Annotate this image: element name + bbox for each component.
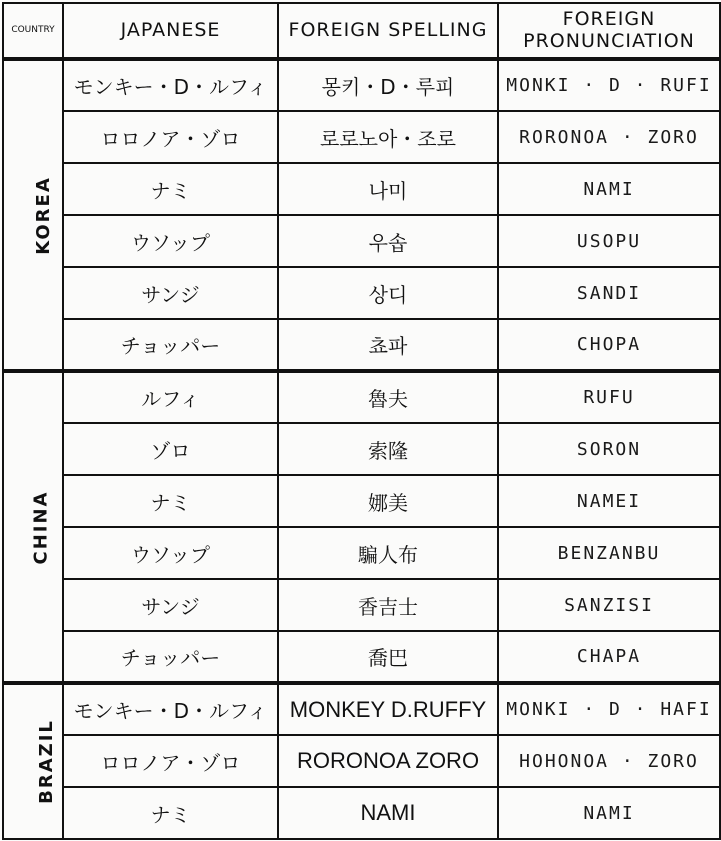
foreign-pronunciation-cell: RUFU [498,371,720,423]
table-row [3,371,720,423]
country-cell [3,683,63,839]
foreign-spelling-cell: NAMI [278,787,498,839]
country-label: CHINA [30,490,52,564]
table-body [3,59,720,839]
foreign-spelling-cell: 喬巴 [278,631,498,683]
table-row [3,423,720,475]
foreign-spelling-cell: 상디 [278,267,498,319]
table-row [3,527,720,579]
table-row [3,787,720,839]
foreign-pronunciation-cell: SANDI [498,267,720,319]
table-row [3,631,720,683]
foreign-pronunciation-cell: SORON [498,423,720,475]
japanese-cell: チョッパー [63,319,278,371]
table-row [3,319,720,371]
table-row [3,59,720,111]
foreign-pronunciation-cell: BENZANBU [498,527,720,579]
foreign-pronunciation-cell: NAMI [498,163,720,215]
foreign-pronunciation-cell: CHAPA [498,631,720,683]
japanese-cell: サンジ [63,579,278,631]
foreign-pronunciation-cell: RORONOA · ZORO [498,111,720,163]
country-cell [3,371,63,683]
header-country: COUNTRY [3,3,63,59]
header-foreign-pronunciation-line2: PRONUNCIATION [523,29,695,52]
country-label: KOREA [32,175,54,255]
table-row [3,475,720,527]
header-row [3,3,720,59]
japanese-cell: ナミ [63,475,278,527]
foreign-spelling-cell: 쵸파 [278,319,498,371]
japanese-cell: ナミ [63,787,278,839]
japanese-cell: ナミ [63,163,278,215]
foreign-spelling-cell: RORONOA ZORO [278,735,498,787]
foreign-pronunciation-cell: NAMI [498,787,720,839]
header-japanese: JAPANESE [63,3,278,59]
table-row [3,111,720,163]
japanese-cell: モンキー・D・ルフィ [63,683,278,735]
header-foreign-pronunciation [498,3,720,59]
foreign-spelling-cell: MONKEY D.RUFFY [278,683,498,735]
japanese-cell: モンキー・D・ルフィ [63,59,278,111]
japanese-cell: ゾロ [63,423,278,475]
foreign-spelling-cell: 魯夫 [278,371,498,423]
japanese-cell: ロロノア・ゾロ [63,735,278,787]
name-translation-table [2,2,721,840]
foreign-pronunciation-cell: USOPU [498,215,720,267]
foreign-spelling-cell: 香吉士 [278,579,498,631]
table-row [3,579,720,631]
header-foreign-pronunciation-line1: FOREIGN [562,7,656,30]
foreign-pronunciation-cell: SANZISI [498,579,720,631]
foreign-spelling-cell: 娜美 [278,475,498,527]
country-label: BRAZIL [35,719,57,804]
table-row [3,735,720,787]
table-row [3,215,720,267]
header-foreign-spelling: FOREIGN SPELLING [278,3,498,59]
table-row [3,267,720,319]
foreign-spelling-cell: 우솝 [278,215,498,267]
foreign-spelling-cell: 로로노아・조로 [278,111,498,163]
country-cell [3,59,63,371]
japanese-cell: ロロノア・ゾロ [63,111,278,163]
table-row [3,683,720,735]
foreign-spelling-cell: 騙人布 [278,527,498,579]
japanese-cell: ウソップ [63,527,278,579]
japanese-cell: ウソップ [63,215,278,267]
table-row [3,163,720,215]
japanese-cell: チョッパー [63,631,278,683]
foreign-pronunciation-cell: MONKI · D · RUFI [498,59,720,111]
japanese-cell: ルフィ [63,371,278,423]
foreign-spelling-cell: 몽키・D・루피 [278,59,498,111]
foreign-pronunciation-cell: CHOPA [498,319,720,371]
foreign-pronunciation-cell: MONKI · D · HAFI [498,683,720,735]
foreign-pronunciation-cell: NAMEI [498,475,720,527]
foreign-spelling-cell: 索隆 [278,423,498,475]
foreign-spelling-cell: 나미 [278,163,498,215]
japanese-cell: サンジ [63,267,278,319]
foreign-pronunciation-cell: HOHONOA · ZORO [498,735,720,787]
